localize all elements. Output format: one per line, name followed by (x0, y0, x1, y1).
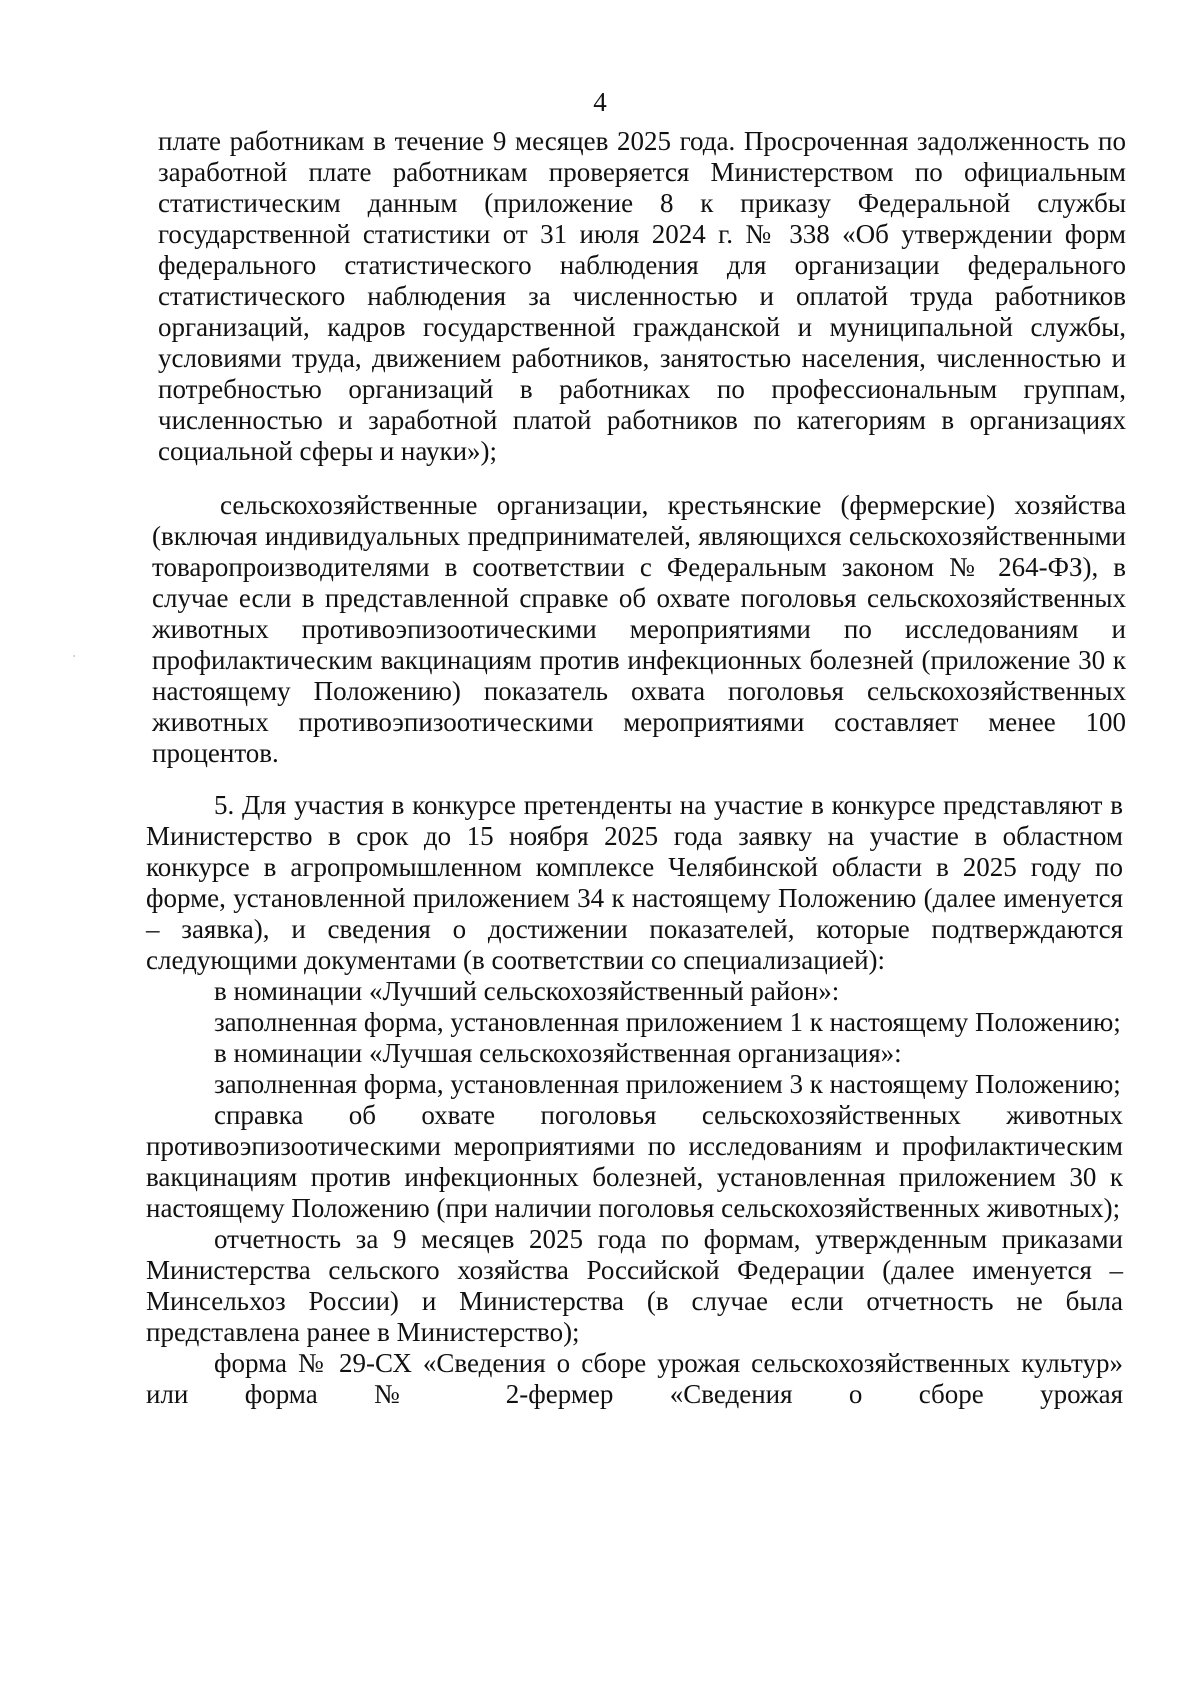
paragraph-nomination-best-organization: в номинации «Лучшая сельскохозяйственная организация»: (214, 1038, 902, 1068)
paragraph-nine-month-reports: отчетность за 9 месяцев 2025 года по формам, утвержденным приказами Министерства сельского хозяйства Российской Федерации (далее именуется – Минсельхоз России) и Министерства (в случае если отчетность не была представлена ранее в Министерство); (146, 1224, 1123, 1347)
paragraph-form-29-sh: форма № 29-СХ «Сведения о сборе урожая сельскохозяйственных культур» или форма № 2-фермер «Сведения о сборе урожая (146, 1348, 1123, 1409)
paragraph-form-annex-1: заполненная форма, установленная приложением 1 к настоящему Положению; (214, 1007, 1121, 1037)
paragraph-5-participation: 5. Для участия в конкурсе претенденты на участие в конкурсе представляют в Министерство в срок до 15 ноября 2025 года заявку на участие в областном конкурсе в агропромышленном комплексе Челябинской области в 2025 году по форме, установленной приложением 34 к настоящему Положению (далее именуется – заявка), и сведения о достижении показателей, которые подтверждаются следующими документами (в соответствии со специализацией): (146, 790, 1123, 975)
scan-speck (73, 655, 75, 657)
page-number: 4 (593, 87, 607, 117)
paragraph-overdue-wages: плате работникам в течение 9 месяцев 2025 года. Просроченная задолженность по заработной плате работникам проверяется Министерством по официальным статистическим данным (приложение 8 к приказу Федеральной службы государственной статистики от 31 июля 2024 г. № 338 «Об утверждении форм федерального статистического наблюдения для организации федерального статистического наблюдения за численностью и оплатой труда работников организаций, кадров государственной гражданской и муниципальной службы, условиями труда, движением работников, занятостью населения, численностью и потребностью организаций в работниках по профессиональным группам, численностью и заработной платой работников по категориям в организациях социальной сферы и науки»); (158, 126, 1126, 466)
paragraph-form-annex-3: заполненная форма, установленная приложением 3 к настоящему Положению; (214, 1069, 1121, 1099)
paragraph-agricultural-organizations: сельскохозяйственные организации, крестьянские (фермерские) хозяйства (включая индивидуальных предпринимателей, являющихся сельскохозяйственными товаропроизводителями в соответствии с Федеральным законом № 264-ФЗ), в случае если в представленной справке об охвате поголовья сельскохозяйственных животных противоэпизоотическими мероприятиями по исследованиям и профилактическим вакцинациям против инфекционных болезней (приложение 30 к настоящему Положению) показатель охвата поголовья сельскохозяйственных животных противоэпизоотическими мероприятиями составляет менее 100 процентов. (152, 490, 1126, 768)
section-5-block (146, 790, 1123, 1410)
paragraph-nomination-best-district: в номинации «Лучший сельскохозяйственный район»: (214, 976, 840, 1006)
paragraph-livestock-coverage-certificate: справка об охвате поголовья сельскохозяйственных животных противоэпизоотическими мероприятиями по исследованиям и профилактическим вакцинациям против инфекционных болезней, установленная приложением 30 к настоящему Положению (при наличии поголовья сельскохозяйственных животных); (146, 1100, 1123, 1223)
